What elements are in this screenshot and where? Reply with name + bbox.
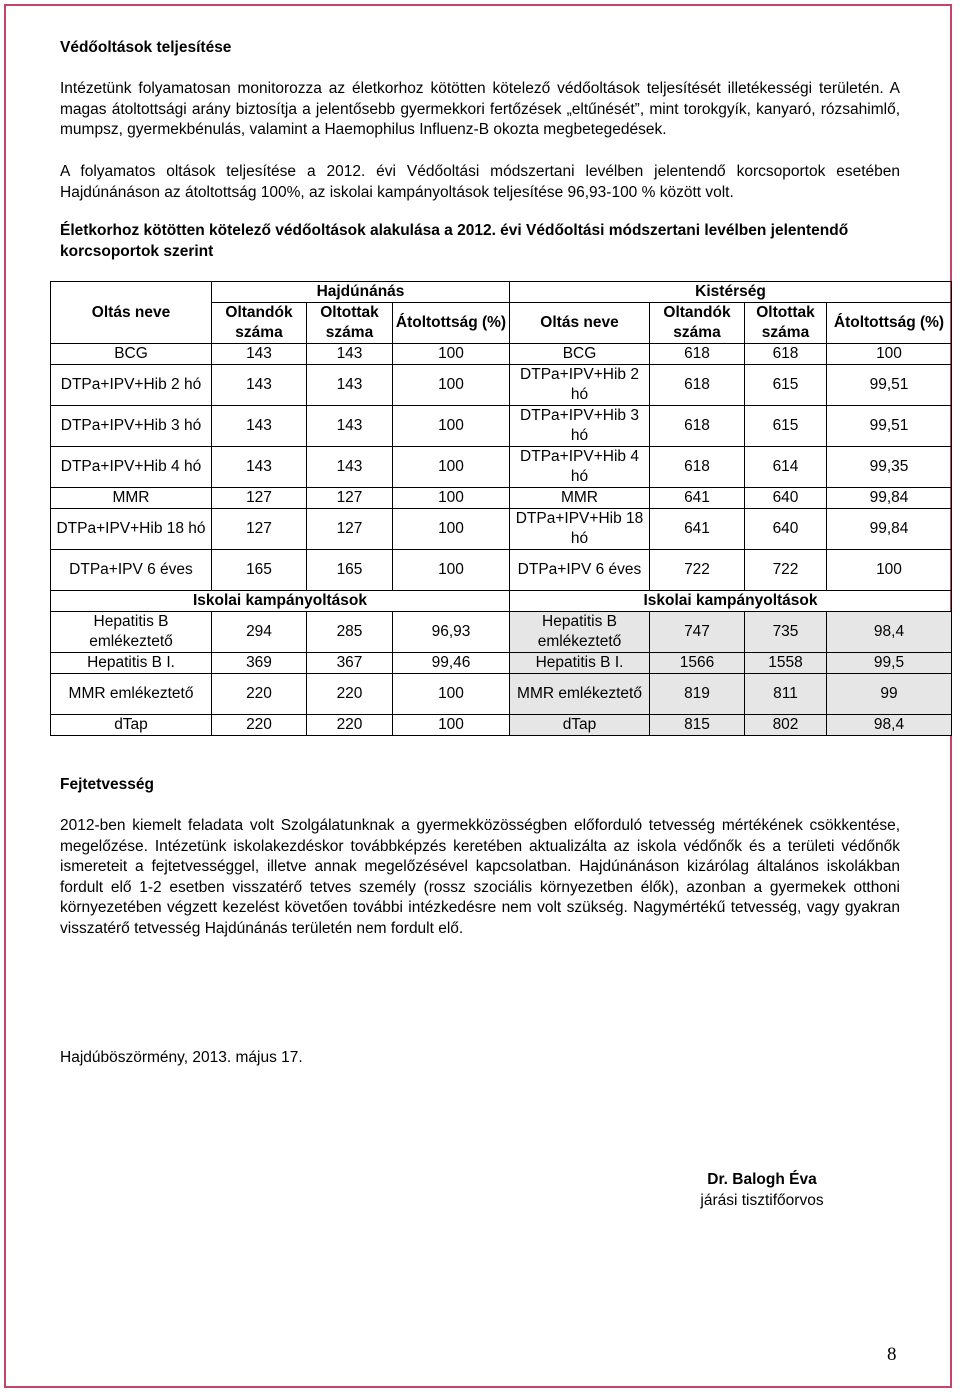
cell: 100 bbox=[827, 344, 952, 365]
cell-name: Hepatitis B emlékeztető bbox=[51, 612, 212, 653]
table-row bbox=[51, 509, 952, 550]
school-campaign-label-left: Iskolai kampányoltások bbox=[51, 591, 510, 612]
table-row bbox=[51, 344, 952, 365]
cell: 100 bbox=[393, 447, 510, 488]
cell: 618 bbox=[745, 344, 827, 365]
table-row bbox=[51, 674, 952, 715]
cell: 802 bbox=[745, 715, 827, 736]
cell: 98,4 bbox=[827, 612, 952, 653]
cell: 640 bbox=[745, 509, 827, 550]
cell: 285 bbox=[307, 612, 393, 653]
cell: 747 bbox=[650, 612, 745, 653]
cell: 99,51 bbox=[827, 365, 952, 406]
cell: 165 bbox=[307, 550, 393, 591]
table-row bbox=[51, 406, 952, 447]
table-row bbox=[51, 715, 952, 736]
cell: 99,35 bbox=[827, 447, 952, 488]
cell: 100 bbox=[393, 488, 510, 509]
cell: 819 bbox=[650, 674, 745, 715]
signature-role: járási tisztifőorvos bbox=[700, 1192, 824, 1209]
cell: 220 bbox=[307, 674, 393, 715]
cell-name: DTPa+IPV+Hib 2 hó bbox=[510, 365, 650, 406]
col-header-done: Oltottak száma bbox=[745, 303, 827, 344]
group-header-hajdunanas: Hajdúnánás bbox=[212, 282, 510, 303]
cell: 143 bbox=[307, 344, 393, 365]
table-row bbox=[51, 653, 952, 674]
cell: 1558 bbox=[745, 653, 827, 674]
cell-name: DTPa+IPV+Hib 4 hó bbox=[51, 447, 212, 488]
cell: 143 bbox=[307, 365, 393, 406]
cell-name: MMR emlékeztető bbox=[510, 674, 650, 715]
cell: 99,84 bbox=[827, 488, 952, 509]
cell-name: DTPa+IPV+Hib 18 hó bbox=[510, 509, 650, 550]
cell: 98,4 bbox=[827, 715, 952, 736]
cell-name: DTPa+IPV+Hib 2 hó bbox=[51, 365, 212, 406]
cell: 99,84 bbox=[827, 509, 952, 550]
cell: 1566 bbox=[650, 653, 745, 674]
cell: 735 bbox=[745, 612, 827, 653]
place-date: Hajdúböszörmény, 2013. május 17. bbox=[60, 1049, 303, 1066]
cell-name: Hepatitis B I. bbox=[51, 653, 212, 674]
cell-name: DTPa+IPV 6 éves bbox=[510, 550, 650, 591]
cell: 127 bbox=[307, 509, 393, 550]
cell-name: Hepatitis B emlékeztető bbox=[510, 612, 650, 653]
col-header-name-right: Oltás neve bbox=[510, 303, 650, 344]
cell: 618 bbox=[650, 447, 745, 488]
cell-name: BCG bbox=[510, 344, 650, 365]
table-row bbox=[51, 488, 952, 509]
cell: 143 bbox=[212, 447, 307, 488]
cell: 143 bbox=[307, 447, 393, 488]
cell: 615 bbox=[745, 406, 827, 447]
table-row bbox=[51, 447, 952, 488]
cell-name: dTap bbox=[510, 715, 650, 736]
cell: 99,51 bbox=[827, 406, 952, 447]
col-header-planned: Oltandók száma bbox=[212, 303, 307, 344]
cell: 99,5 bbox=[827, 653, 952, 674]
cell-name: DTPa+IPV+Hib 4 hó bbox=[510, 447, 650, 488]
cell: 165 bbox=[212, 550, 307, 591]
table-title: Életkorhoz kötötten kötelező védőoltások alakulása a 2012. évi Védőoltási módszertani levélben jelentendő korcsoportok szerint bbox=[60, 222, 849, 260]
school-campaign-label-right: Iskolai kampányoltások bbox=[510, 591, 952, 612]
cell: 640 bbox=[745, 488, 827, 509]
cell: 220 bbox=[307, 715, 393, 736]
cell: 220 bbox=[212, 715, 307, 736]
cell: 143 bbox=[212, 406, 307, 447]
col-header-rate: Átoltottság (%) bbox=[393, 303, 510, 344]
cell: 220 bbox=[212, 674, 307, 715]
cell: 127 bbox=[212, 509, 307, 550]
cell: 100 bbox=[393, 674, 510, 715]
cell: 294 bbox=[212, 612, 307, 653]
cell: 618 bbox=[650, 365, 745, 406]
cell-name: Hepatitis B I. bbox=[510, 653, 650, 674]
cell: 99,46 bbox=[393, 653, 510, 674]
table-row bbox=[51, 550, 952, 591]
cell: 722 bbox=[650, 550, 745, 591]
cell: 618 bbox=[650, 406, 745, 447]
vaccination-table bbox=[50, 281, 952, 736]
cell: 100 bbox=[393, 365, 510, 406]
cell: 722 bbox=[745, 550, 827, 591]
col-header-rate: Átoltottság (%) bbox=[827, 303, 952, 344]
col-header-name-left: Oltás neve bbox=[51, 282, 212, 344]
lice-paragraph: 2012-ben kiemelt feladata volt Szolgálatunknak a gyermekközösségben előforduló tetvesség mértékének csökkentése, megelőzése. Intézetünk iskolakezdéskor továbbképzés keretében aktualizálta az iskola védőnők és a területi védőnők ismereteit a fejtetvességgel, illetve annak megelőzésével kapcsolatban. Hajdúnánáson kizárólag általános iskolákban fordult elő 1-2 esetben visszatérő tetves személy (rossz szociális környezetben élők), azonban a gyermekek otthoni környezetében végzett kezelést követően további intézkedésre nem volt szükség. Nagymértékű tetvesség, vagy gyakran visszatérő tetvesség Hajdúnánás területén nem fordult elő. bbox=[60, 817, 900, 937]
cell-name: MMR emlékeztető bbox=[51, 674, 212, 715]
cell: 614 bbox=[745, 447, 827, 488]
cell-name: BCG bbox=[51, 344, 212, 365]
col-header-done: Oltottak száma bbox=[307, 303, 393, 344]
cell-name: DTPa+IPV+Hib 3 hó bbox=[51, 406, 212, 447]
cell: 811 bbox=[745, 674, 827, 715]
cell: 99 bbox=[827, 674, 952, 715]
cell: 127 bbox=[307, 488, 393, 509]
cell-name: MMR bbox=[510, 488, 650, 509]
cell-name: dTap bbox=[51, 715, 212, 736]
cell: 100 bbox=[827, 550, 952, 591]
cell: 615 bbox=[745, 365, 827, 406]
table-row bbox=[51, 612, 952, 653]
signature-name: Dr. Balogh Éva bbox=[707, 1171, 817, 1188]
cell-name: DTPa+IPV+Hib 3 hó bbox=[510, 406, 650, 447]
col-header-planned: Oltandók száma bbox=[650, 303, 745, 344]
cell: 143 bbox=[212, 365, 307, 406]
cell: 100 bbox=[393, 509, 510, 550]
cell: 100 bbox=[393, 406, 510, 447]
cell: 100 bbox=[393, 550, 510, 591]
cell: 815 bbox=[650, 715, 745, 736]
cell: 641 bbox=[650, 509, 745, 550]
school-campaign-header-row bbox=[51, 591, 952, 612]
cell: 618 bbox=[650, 344, 745, 365]
section-title-lice: Fejtetvesség bbox=[60, 776, 154, 793]
vaccination-paragraph: Intézetünk folyamatosan monitorozza az életkorhoz kötötten kötelező védőoltások teljesítését illetékességi területén. A magas átoltottsági arány biztosítja a jelentősebb gyermekkori fertőzések „eltűnését”, mint torokgyík, kanyaró, rózsahimlő, mumpsz, gyermekbénulás, valamint a Haemophilus Influenz-B okozta megbetegedések. bbox=[60, 80, 900, 139]
cell-name: DTPa+IPV+Hib 18 hó bbox=[51, 509, 212, 550]
section-title-vaccination: Védőoltások teljesítése bbox=[60, 39, 232, 56]
cell: 367 bbox=[307, 653, 393, 674]
vaccination-paragraph-2: A folyamatos oltások teljesítése a 2012. évi Védőoltási módszertani levélben jelentendő korcsoportok esetében Hajdúnánáson az átoltottság 100%, az iskolai kampányoltások teljesítése 96,93-100 % között volt. bbox=[60, 163, 900, 201]
cell: 641 bbox=[650, 488, 745, 509]
cell-name: MMR bbox=[51, 488, 212, 509]
cell: 143 bbox=[307, 406, 393, 447]
group-header-kisterseg: Kistérség bbox=[510, 282, 952, 303]
cell-name: DTPa+IPV 6 éves bbox=[51, 550, 212, 591]
cell: 369 bbox=[212, 653, 307, 674]
table-row bbox=[51, 365, 952, 406]
cell: 127 bbox=[212, 488, 307, 509]
signature-block bbox=[662, 1169, 862, 1211]
cell: 100 bbox=[393, 344, 510, 365]
cell: 96,93 bbox=[393, 612, 510, 653]
page-number: 8 bbox=[887, 1344, 897, 1365]
cell: 143 bbox=[212, 344, 307, 365]
cell: 100 bbox=[393, 715, 510, 736]
